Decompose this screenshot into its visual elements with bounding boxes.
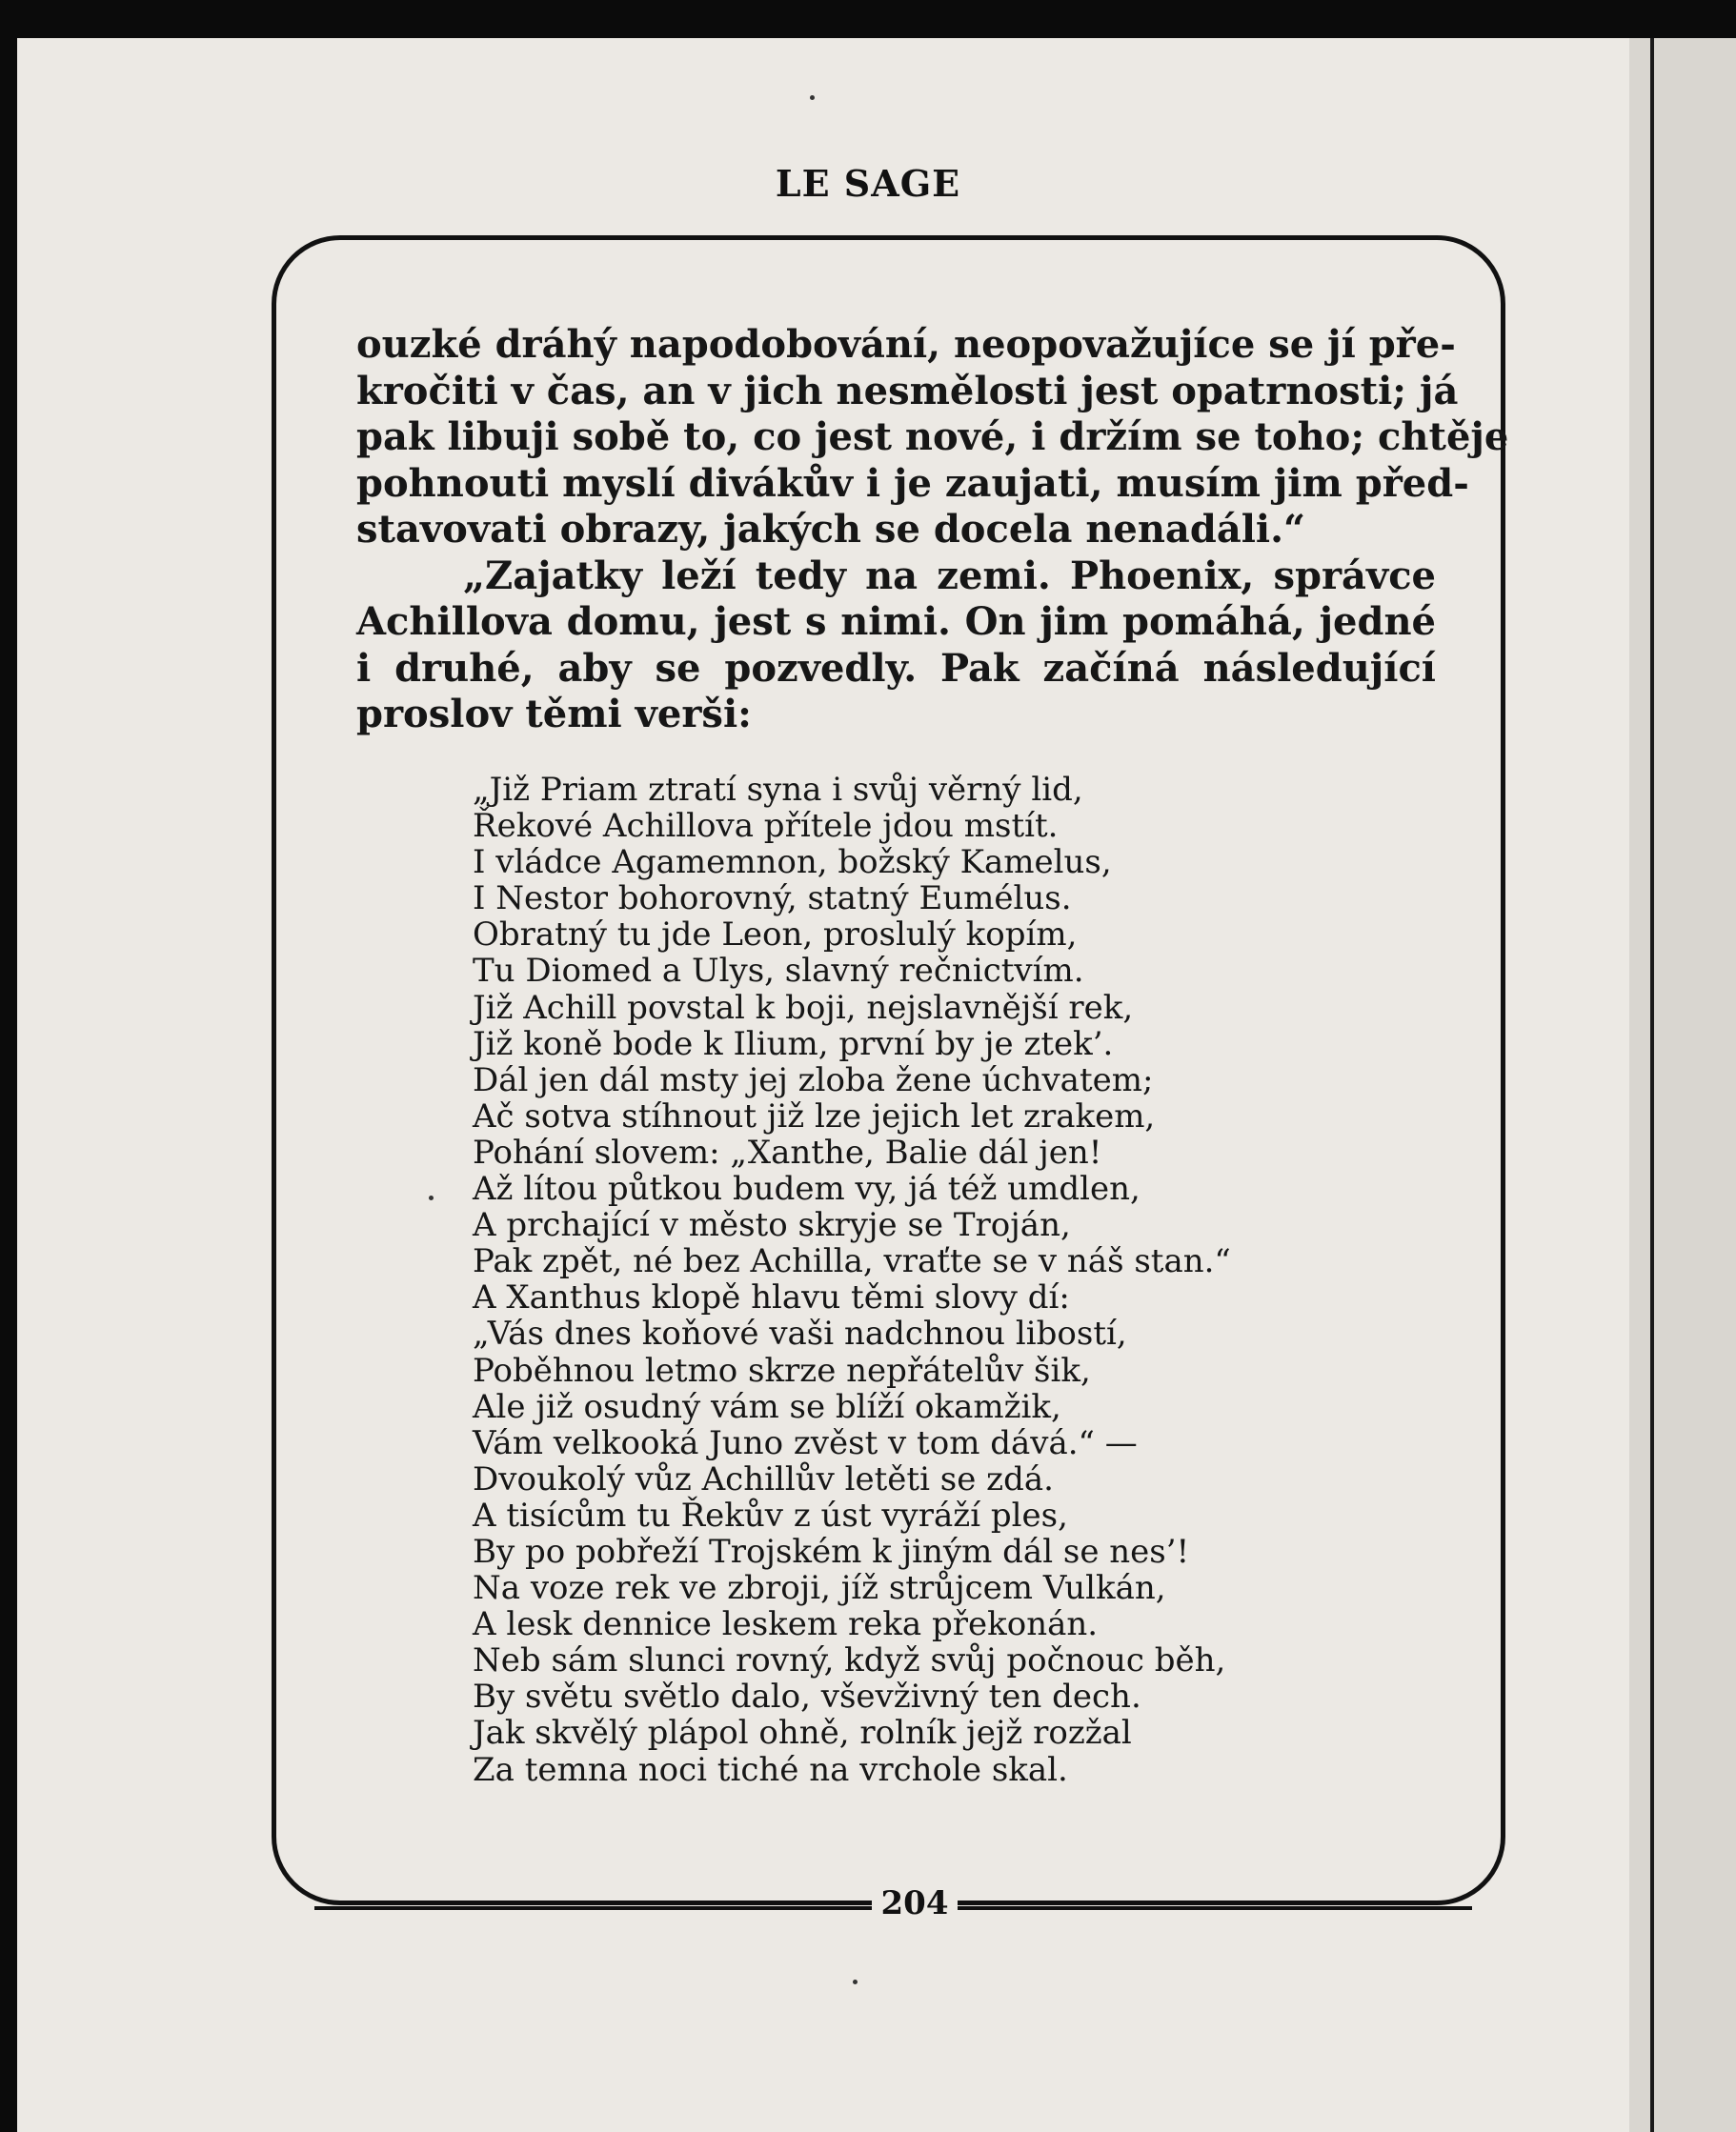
verse-line: Tu Diomed a Ulys, slavný rečnictvím. (473, 952, 1084, 991)
verse-line: By světu světlo dalo, vševživný ten dech. (473, 1678, 1141, 1717)
verse-line: A tisícům tu Řekův z úst vyráží ples, (473, 1496, 1068, 1535)
prose-line: i druhé, aby se pozvedly. Pak začíná následující (356, 645, 1436, 691)
verse-line: Dál jen dál msty jej zloba žene úchvatem; (473, 1060, 1154, 1099)
verse-line: A Xanthus klopě hlavu těmi slovy dí: (473, 1278, 1070, 1317)
verse-line: A lesk dennice leskem reka překonán. (473, 1605, 1099, 1644)
verse-line: Ale již osudný vám se blíží okamžik, (473, 1387, 1061, 1426)
verse-line: Na voze rek ve zbroji, jíž strůjcem Vulkán, (473, 1569, 1166, 1608)
facing-page-edge (1629, 38, 1736, 2132)
verse-line: Již Achill povstal k boji, nejslavnější rek, (473, 988, 1134, 1027)
verse-line: Poběhnou letmo skrze nepřátelův šik, (473, 1351, 1091, 1390)
verse-line: Neb sám slunci rovný, když svůj počnouc běh, (473, 1641, 1226, 1680)
verse-line: Pak zpět, né bez Achilla, vraťte se v náš stan.“ (473, 1242, 1231, 1281)
verse-block (473, 772, 1425, 1788)
verse-line: A prchající v město skryje se Troján, (473, 1206, 1071, 1245)
prose-line: ouzké dráhý napodobování, neopovažujíce se jí pře- (356, 322, 1456, 367)
running-header: LE SAGE (775, 162, 961, 205)
prose-line: stavovati obrazy, jakých se docela nenadáli.“ (356, 507, 1306, 552)
verse-line: Za temna noci tiché na vrchole skal. (473, 1750, 1068, 1789)
verse-line: „Již Priam ztratí syna i svůj věrný lid, (473, 771, 1083, 809)
verse-line: Pohání slovem: „Xanthe, Balie dál jen! (473, 1133, 1102, 1172)
page-number: 204 (872, 1884, 958, 1922)
print-speck (853, 1980, 858, 1984)
prose-line: pak libuji sobě to, co jest nové, i držím se toho; chtěje (356, 414, 1509, 459)
verse-line: Jak skvělý plápol ohně, rolník jejž rozžal (473, 1714, 1132, 1753)
prose-line: Achillova domu, jest s nimi. On jim pomáhá, jedné (356, 599, 1436, 644)
prose-line: kročiti v čas, an v jich nesmělosti jest opatrnosti; já (356, 368, 1459, 413)
print-speck (429, 1196, 434, 1200)
verse-line: I Nestor bohorovný, statný Eumélus. (473, 879, 1072, 918)
verse-line: Až lítou půtkou budem vy, já též umdlen, (473, 1170, 1141, 1209)
prose-line: „Zajatky leží tedy na zemi. Phoenix, správce (463, 553, 1436, 598)
page-footer (0, 1884, 1736, 1932)
verse-line: I vládce Agamemnon, božský Kamelus, (473, 843, 1112, 882)
verse-line: Ač sotva stíhnout již lze jejich let zrakem, (473, 1096, 1156, 1136)
verse-line: „Vás dnes koňové vaši nadchnou libostí, (473, 1315, 1127, 1354)
verse-line: Vám velkooká Juno zvěst v tom dává.“ — (473, 1423, 1138, 1462)
page-gutter-line (1650, 38, 1654, 2132)
verse-line: Obratný tu jde Leon, proslulý kopím, (473, 915, 1078, 955)
footer-rule-right (958, 1906, 1472, 1910)
verse-line: Dvoukolý vůz Achillův letěti se zdá. (473, 1459, 1054, 1498)
prose-line: pohnouti myslí divákův i je zaujati, musím jim před- (356, 460, 1469, 506)
footer-rule-left (314, 1906, 877, 1910)
verse-line: By po pobřeží Trojském k jiným dál se nes’! (473, 1532, 1190, 1571)
verse-line: Řekové Achillova přítele jdou mstít. (473, 807, 1059, 846)
prose-line: proslov těmi verši: (356, 692, 752, 736)
print-speck (810, 95, 815, 100)
verse-line: Již koně bode k Ilium, první by je ztek’. (473, 1024, 1114, 1063)
prose-block (356, 322, 1509, 738)
